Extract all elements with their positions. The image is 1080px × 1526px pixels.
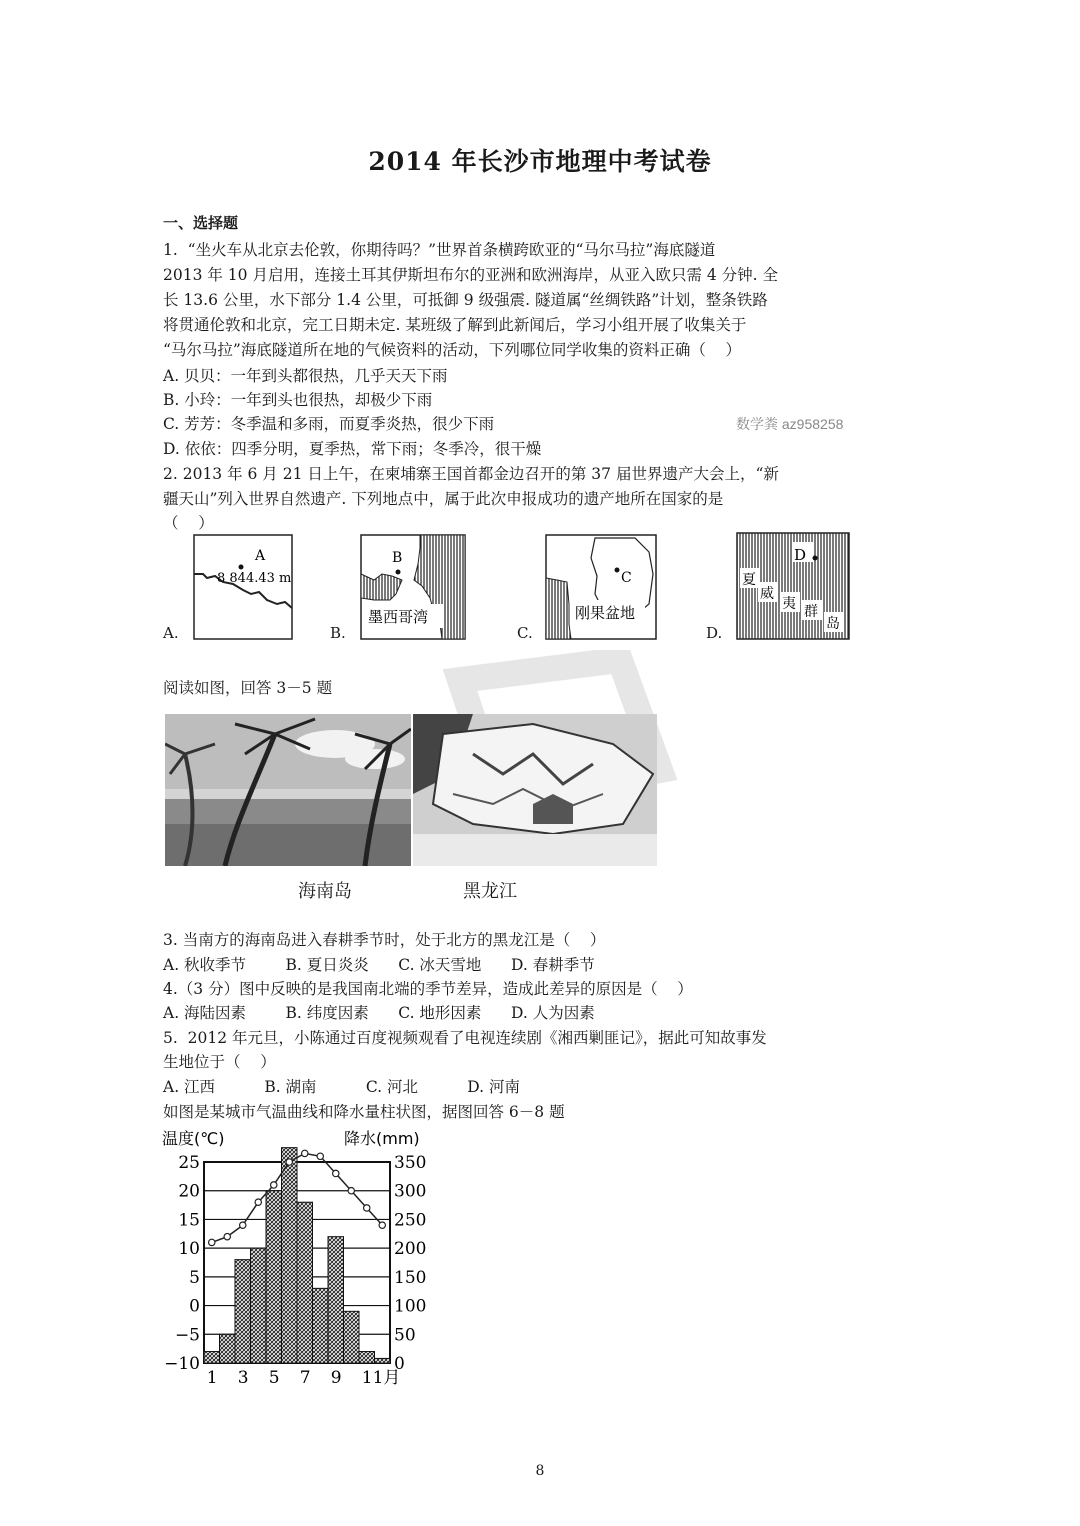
q2-option-a-label: A.: [163, 624, 179, 642]
temperature-point: [255, 1199, 261, 1205]
q2-line: 2. 2013 年 6 月 21 日上午，在柬埔寨王国首都金边召开的第 37 届世界遗产大会上，“新: [163, 465, 779, 483]
temperature-point: [240, 1222, 246, 1228]
temperature-point: [271, 1182, 277, 1188]
q5-options: A. 江西 B. 湖南 C. 河北 D. 河南: [163, 1078, 520, 1096]
temperature-point: [348, 1188, 354, 1194]
heilongjiang-photo: [413, 714, 657, 866]
right-tick-label: 300: [394, 1181, 427, 1202]
hainan-photo: [165, 714, 411, 866]
temperature-point: [209, 1239, 215, 1245]
temperature-point: [364, 1205, 370, 1211]
heilongjiang-caption: 黑龙江: [463, 881, 517, 902]
left-tick-label: 0: [189, 1296, 200, 1317]
map-d-island-char: 岛: [826, 616, 840, 632]
left-tick-label: 10: [178, 1239, 200, 1260]
map-d: [736, 532, 850, 640]
watermark-text: 数学粪 az958258: [736, 416, 844, 432]
q5-line: 5. 2012 年元旦，小陈通过百度视频观看了电视连续剧《湘西剿匪记》，据此可知故事发: [163, 1029, 767, 1047]
map-b-place: 墨西哥湾: [368, 608, 429, 626]
map-a: [193, 534, 293, 640]
map-c: [545, 534, 657, 640]
q3-stem: 3. 当南方的海南岛进入春耕季节时，处于北方的黑龙江是（ ）: [163, 931, 606, 949]
q1-line: 2013 年 10 月启用，连接土耳其伊斯坦布尔的亚洲和欧洲海岸，从亚入欧只需 4 分钟. 全: [163, 266, 779, 284]
climate-chart: [160, 1122, 460, 1402]
x-tick-label: 9: [330, 1368, 342, 1388]
temperature-point: [286, 1159, 292, 1165]
left-tick-label: 5: [189, 1267, 200, 1288]
precip-bar: [359, 1352, 375, 1363]
left-tick-label: 25: [178, 1153, 200, 1173]
left-tick-label: 20: [178, 1181, 200, 1202]
left-tick-label: 15: [178, 1210, 200, 1231]
q2-option-b-label: B.: [330, 624, 346, 642]
q2-line: 疆天山”列入世界自然遗产. 下列地点中，属于此次申报成功的遗产地所在国家的是: [163, 490, 724, 508]
precip-bar: [251, 1248, 267, 1363]
precip-bar: [344, 1311, 360, 1363]
precip-bar: [220, 1334, 236, 1363]
precip-bar: [235, 1260, 251, 1363]
q2-line: （ ）: [163, 514, 214, 532]
left-tick-label: −5: [174, 1325, 200, 1346]
q1-line: 1. “坐火车从北京去伦敦，你期待吗？”世界首条横跨欧亚的“马尔马拉”海底隧道: [163, 241, 716, 259]
map-c-point-label: C: [621, 570, 632, 586]
map-d-island-char: 威: [760, 586, 774, 602]
x-tick-label: 7: [299, 1368, 311, 1388]
q1-option-a: A. 贝贝：一年到头都很热，几乎天天下雨: [163, 367, 448, 385]
temperature-point: [333, 1170, 339, 1176]
map-a-point-label: A: [255, 548, 266, 564]
q1-line: 长 13.6 公里，水下部分 1.4 公里，可抵御 9 级强震. 隧道属“丝绸铁路”计划，整条铁路: [163, 291, 768, 309]
map-d-island-char: 群: [804, 604, 818, 620]
map-d-island-char: 夏: [742, 572, 756, 588]
q1-line: “马尔马拉”海底隧道所在地的气候资料的活动，下列哪位同学收集的资料正确（ ）: [163, 341, 742, 359]
section-heading: 一、选择题: [163, 214, 239, 232]
q2-option-c-label: C.: [517, 624, 533, 642]
x-tick-label: 5: [268, 1368, 280, 1388]
right-tick-label: 200: [394, 1239, 427, 1260]
temperature-point: [302, 1150, 308, 1156]
temperature-point: [317, 1153, 323, 1159]
precip-bar: [313, 1288, 329, 1363]
precip-bar: [297, 1202, 313, 1363]
precip-bar: [282, 1148, 298, 1363]
q5-line: 生地位于（ ）: [163, 1053, 276, 1071]
precip-bar: [375, 1358, 391, 1363]
right-tick-label: 0: [394, 1354, 405, 1374]
map-b: [360, 534, 466, 640]
precip-bar: [266, 1191, 282, 1363]
x-tick-label: 11月: [361, 1368, 401, 1388]
q1-option-c: C. 芳芳：冬季温和多雨，而夏季炎热，很少下雨: [163, 415, 495, 433]
chart-prompt: 如图是某城市气温曲线和降水量柱状图，据图回答 6－8 题: [163, 1103, 565, 1121]
left-axis-label: 温度(℃): [162, 1129, 225, 1148]
q3-options: A. 秋收季节 B. 夏日炎炎 C. 冰天雪地 D. 春耕季节: [163, 956, 595, 974]
right-tick-label: 50: [394, 1325, 416, 1346]
read-prompt: 阅读如图，回答 3－5 题: [163, 679, 333, 697]
map-c-place: 刚果盆地: [575, 604, 636, 622]
precip-bar: [328, 1237, 344, 1363]
x-tick-label: 3: [237, 1368, 249, 1388]
right-axis-label: 降水(mm): [344, 1129, 420, 1148]
right-tick-label: 150: [394, 1267, 427, 1288]
map-b-point-label: B: [392, 550, 403, 566]
q2-option-d-label: D.: [706, 624, 723, 642]
x-tick-label: 1: [206, 1368, 218, 1388]
page-title: 2014 年长沙市地理中考试卷: [368, 147, 712, 176]
left-tick-label: −10: [164, 1354, 200, 1374]
map-d-island-char: 夷: [782, 596, 796, 612]
precip-bar: [204, 1352, 220, 1363]
temperature-point: [379, 1222, 385, 1228]
map-d-point-label: D: [794, 546, 807, 564]
q1-line: 将贯通伦敦和北京，完工日期未定. 某班级了解到此新闻后，学习小组开展了收集关于: [163, 316, 747, 334]
hainan-caption: 海南岛: [298, 881, 352, 902]
right-tick-label: 100: [394, 1296, 427, 1317]
map-a-elevation: 8 844.43 m: [217, 571, 292, 586]
q4-options: A. 海陆因素 B. 纬度因素 C. 地形因素 D. 人为因素: [163, 1004, 595, 1022]
q1-option-d: D. 依依：四季分明，夏季热，常下雨；冬季冷，很干燥: [163, 440, 542, 458]
page-number: 8: [535, 1463, 545, 1479]
q4-stem: 4.（3 分）图中反映的是我国南北端的季节差异，造成此差异的原因是（ ）: [163, 980, 693, 998]
q1-option-b: B. 小玲：一年到头也很热，却极少下雨: [163, 391, 433, 409]
right-tick-label: 250: [394, 1210, 427, 1231]
right-tick-label: 350: [394, 1153, 427, 1173]
temperature-point: [224, 1233, 230, 1239]
